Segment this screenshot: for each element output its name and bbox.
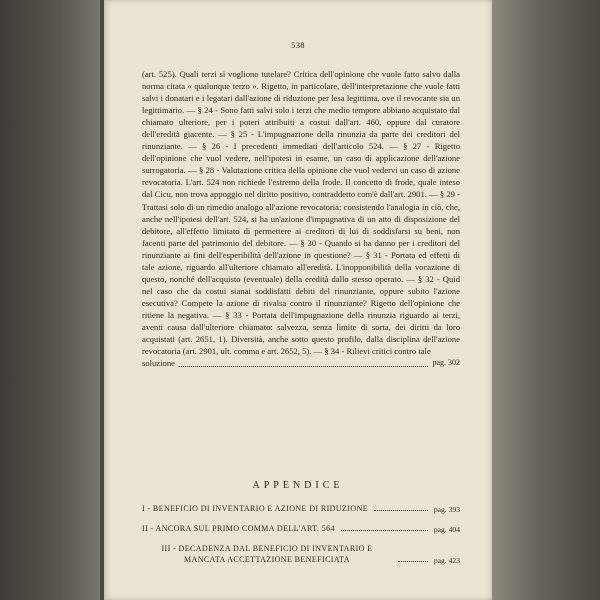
leader-dots bbox=[398, 560, 428, 562]
page-number: 538 bbox=[291, 40, 305, 50]
book-page bbox=[104, 0, 492, 600]
toc-entry-page: pag. 423 bbox=[433, 556, 460, 565]
body-page-reference bbox=[142, 357, 460, 369]
leader-dots bbox=[179, 365, 429, 367]
right-background bbox=[492, 0, 600, 600]
body-text-block bbox=[142, 68, 460, 369]
toc-entry-title: I - BENEFICIO DI INVENTARIO E AZIONE DI RIDUZIONE bbox=[142, 504, 369, 513]
body-page-ref: pag. 302 bbox=[432, 358, 460, 368]
toc-entry-page: pag. 404 bbox=[433, 525, 460, 534]
toc-entry bbox=[142, 503, 460, 514]
toc-entry-page: pag. 393 bbox=[433, 505, 460, 514]
leader-dots bbox=[341, 529, 428, 531]
toc-entry bbox=[142, 543, 460, 565]
appendix-toc bbox=[142, 503, 460, 574]
left-background bbox=[0, 0, 100, 600]
toc-entry-title: III - DECADENZA DAL BENEFICIO DI INVENTARIO E MANCATA ACCETTAZIONE BENEFICIATA bbox=[161, 544, 373, 564]
toc-entry-title: II - ANCORA SUL PRIMO COMMA DELL'ART. 564 bbox=[142, 524, 335, 533]
toc-entry bbox=[142, 523, 460, 534]
leader-dots bbox=[374, 509, 428, 511]
body-paragraph: (art. 525). Quali terzi si vogliono tutelare? Critica dell'opinione che vuole fatto salvo dalla norma citata « qualunque terzo ». Rigetto, in particolare, dell'interpretazione che vuole fatti salvi i donatari e i legatari dall'azione di riduzione per lesa legittima, ove il revocante sia un legittimario. — § 24 - Sono fatti salvi solo i terzi che medio tempore abbiano acquistato dal chiamato ulteriore, per i poteri attribuiti a costui dall'art. 460, oppure dal curatore dell'eredità giacente. — § 25 - L'impugnazione della rinunzia da parte dei creditori del rinunziante. — § 26 - I precedenti immediati dell'articolo 524. — § 27 - Rigetto dell'opinione che vuol vedere, nell'ipotesi in esame, un caso di applicazione dell'azione surrogatoria. — § 28 - Valutazione critica della opinione che vuol vedervi un caso di azione revocatoria. L'art. 524 non richiede l'estremo della frode. Il concetto di frode, quale inteso dal Cicu, non trova appoggio nel diritto positivo, contraddetto com'è dall'art. 2901. — § 29 - Trattasi solo di un rimedio analogo all'azione revocatoria: consistendo l'analogia in ciò, che, anche nell'ipotesi dell'art. 524, si ha un'azione d'impugnativa di un atto di disposizione del debitore, all'effetto limitato di permettere ai creditori di lui di soddisfarsi su beni, non facenti parte del patrimonio del debitore. — § 30 - Quando si ha danno per i creditori del rinunziante ai fini dell'esperibilità dell'azione in questione? — § 31 - Portata ed effetti di tale azione, riguardo all'ulteriore chiamato all'eredità. L'inopponibilità della vocazione di questo, nonché dell'acquisto (eventuale) della eredità dallo stesso operato. — § 32 - Quid nel caso che da costui sianai soddisfatti debiti del rinunziante, oppure subito l'azione esecutiva? Compete la azione di rivalsa contro il rinunziante? Rigetto dell'opinione che ritiene la negativa. — § 33 - Portata dell'impugnazione della rinunzia riguardo ai terzi, aventi causa dall'ulteriore chiamato: salvezza, senza limite di sorta, dei diritti da loro acquistati (art. 2651, 1). Diversità, anche sotto questo profilo, dalla disciplina dell'azione revocatoria (art. 2901, ult. comma e art. 2652, 5). — § 34 - Rilievi critici contro tale bbox=[142, 69, 460, 357]
body-last-word: soluzione bbox=[142, 358, 175, 369]
appendix-heading: APPENDICE bbox=[252, 480, 344, 491]
